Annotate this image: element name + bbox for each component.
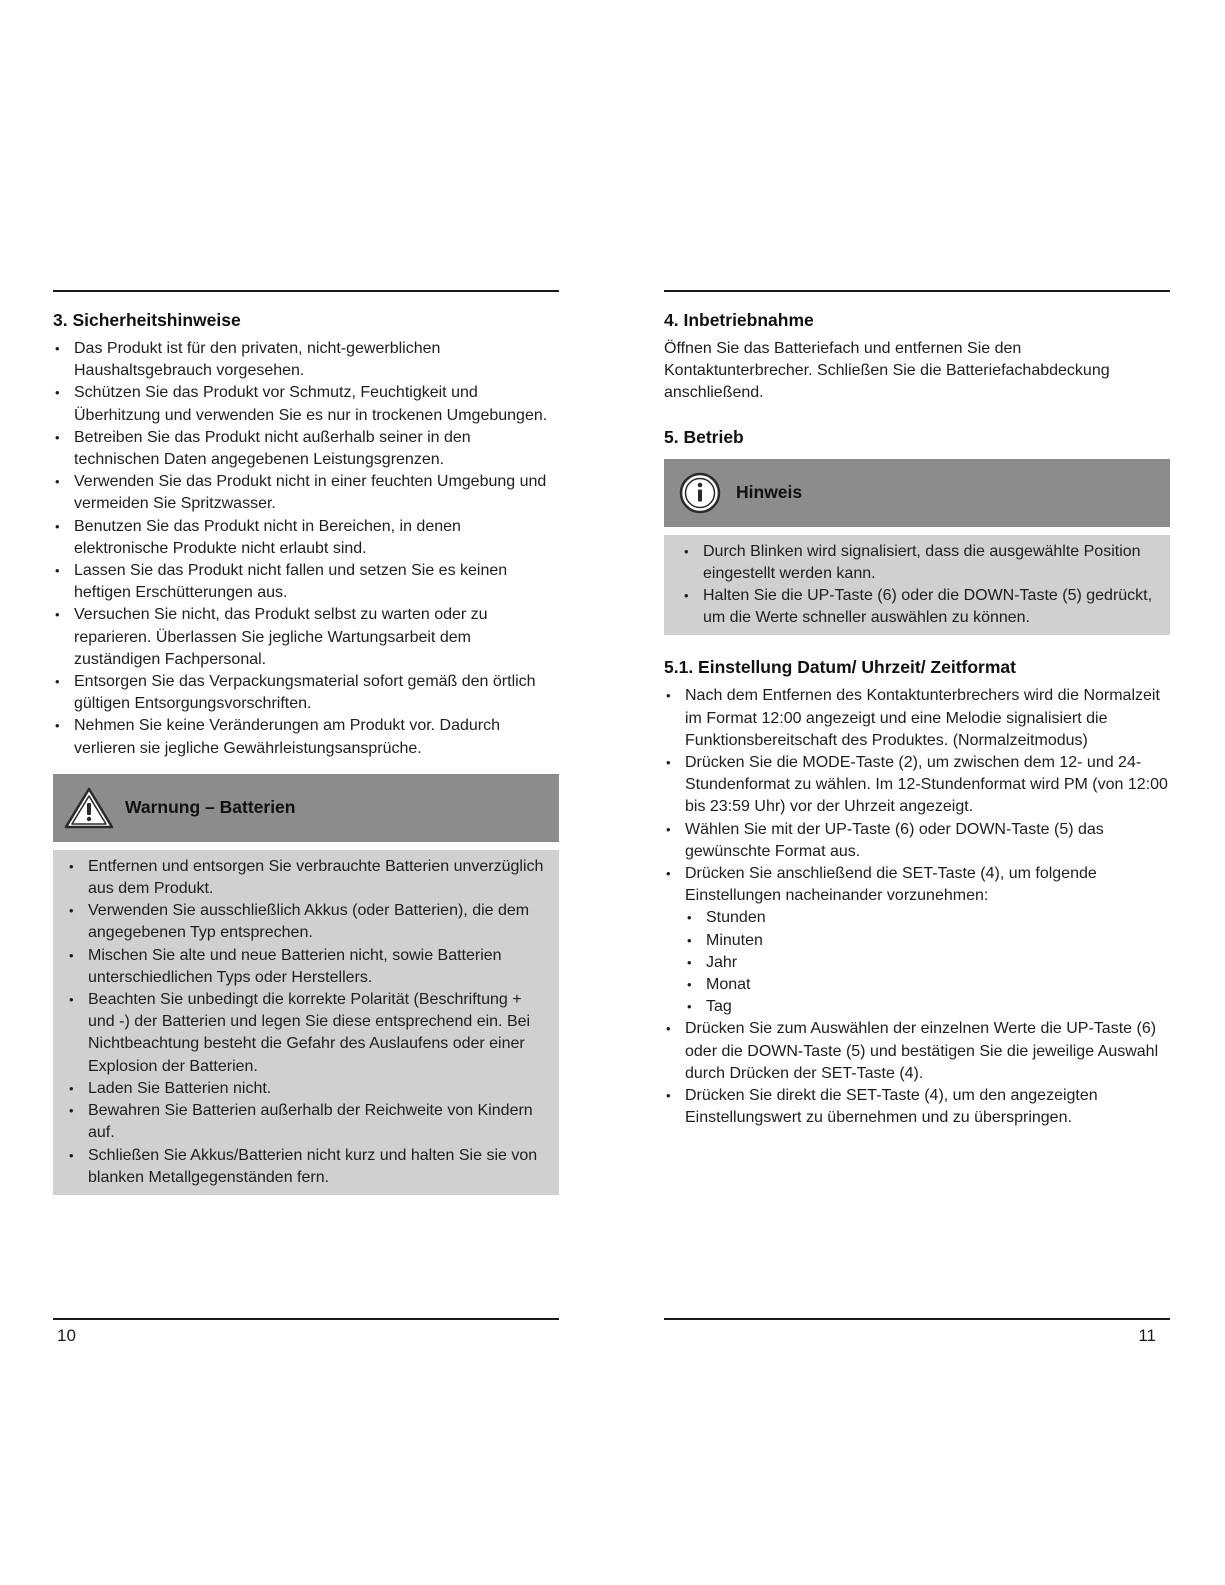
warning-triangle-icon: [53, 786, 125, 830]
list-item: • Lassen Sie das Produkt nicht fallen und setzen Sie es keinen heftigen Erschütterungen aus.: [53, 560, 559, 604]
warning-title: Warnung – Batterien: [125, 797, 296, 818]
list-item: • Entsorgen Sie das Verpackungsmaterial sofort gemäß den örtlich gültigen Entsorgungsvorschriften.: [53, 671, 559, 715]
page-number: 11: [1138, 1326, 1156, 1345]
list-item: • Entfernen und entsorgen Sie verbrauchte Batterien unverzüglich aus dem Produkt.: [67, 856, 549, 900]
list-item: • Halten Sie die UP-Taste (6) oder die DOWN-Taste (5) gedrückt, um die Werte schneller auswählen zu können.: [682, 585, 1160, 629]
list-item: • Drücken Sie zum Auswählen der einzelnen Werte die UP-Taste (6) oder die DOWN-Taste (5) und bestätigen Sie die jeweilige Auswahl durch Drücken der SET-Taste (4).: [664, 1018, 1170, 1085]
note-list: [682, 541, 1160, 630]
list-item: • Schützen Sie das Produkt vor Schmutz, Feuchtigkeit und Überhitzung und verwenden Sie es nur in trockenen Umgebungen.: [53, 382, 559, 426]
warning-banner: [53, 774, 559, 842]
note-banner: [664, 459, 1170, 527]
list-item: • Laden Sie Batterien nicht.: [67, 1078, 549, 1100]
list-item: • Das Produkt ist für den privaten, nicht-gewerblichen Haushaltsgebrauch vorgesehen.: [53, 338, 559, 382]
list-item: • Betreiben Sie das Produkt nicht außerhalb seiner in den technischen Daten angegebenen Leistungsgrenzen.: [53, 427, 559, 471]
list-item: • Versuchen Sie nicht, das Produkt selbst zu warten oder zu reparieren. Überlassen Sie jegliche Wartungsarbeit dem zuständigen Fachpersonal.: [53, 604, 559, 671]
right-content: [664, 308, 1170, 1129]
note-title: Hinweis: [736, 482, 803, 503]
list-item: • Durch Blinken wird signalisiert, dass die ausgewählte Position eingestellt werden kann.: [682, 541, 1160, 585]
top-rule: [664, 290, 1170, 292]
list-item: • Drücken Sie anschließend die SET-Taste (4), um folgende Einstellungen nacheinander vorzunehmen:: [664, 863, 1170, 907]
top-rule: [53, 290, 559, 292]
list-item: • Mischen Sie alte und neue Batterien nicht, sowie Batterien unterschiedlichen Typs oder Herstellers.: [67, 945, 549, 989]
bottom-rule: [53, 1318, 559, 1320]
datetime-list: [664, 685, 1170, 907]
section-heading-operation: 5. Betrieb: [664, 426, 744, 447]
safety-list: [53, 338, 559, 760]
list-item: • Benutzen Sie das Produkt nicht in Bereichen, in denen elektronische Produkte nicht erlaubt sind.: [53, 516, 559, 560]
list-item: • Nehmen Sie keine Veränderungen am Produkt vor. Dadurch verlieren sie jegliche Gewährleistungsansprüche.: [53, 715, 559, 759]
list-item: • Verwenden Sie ausschließlich Akkus (oder Batterien), die dem angegebenen Typ entsprechen.: [67, 900, 549, 944]
list-item: • Bewahren Sie Batterien außerhalb der Reichweite von Kindern auf.: [67, 1100, 549, 1144]
section-heading-datetime: 5.1. Einstellung Datum/ Uhrzeit/ Zeitformat: [664, 657, 1016, 678]
info-circle-icon: [664, 471, 736, 515]
bottom-rule: [664, 1318, 1170, 1320]
list-item: • Wählen Sie mit der UP-Taste (6) oder DOWN-Taste (5) das gewünschte Format aus.: [664, 819, 1170, 863]
list-item: • Schließen Sie Akkus/Batterien nicht kurz und halten Sie sie von blanken Metallgegenständen fern.: [67, 1145, 549, 1189]
list-item: • Stunden: [685, 907, 1170, 929]
settings-sublist: [685, 907, 1170, 1018]
note-box: [664, 535, 1170, 636]
list-item: • Verwenden Sie das Produkt nicht in einer feuchten Umgebung und vermeiden Sie Spritzwasser.: [53, 471, 559, 515]
left-content: [53, 308, 559, 1195]
list-item: • Drücken Sie die MODE-Taste (2), um zwischen dem 12- und 24-Stundenformat zu wählen. Im 12-Stundenformat wird PM (von 12:00 bis 23:59 Uhr) vor der Uhrzeit angezeigt.: [664, 752, 1170, 819]
datetime-list-continued: [664, 1018, 1170, 1129]
list-item: • Nach dem Entfernen des Kontaktunterbrechers wird die Normalzeit im Format 12:00 angezeigt und eine Melodie signalisiert die Funktionsbereitschaft des Produktes. (Normalzeitmodus): [664, 685, 1170, 752]
section-heading-setup: 4. Inbetriebnahme: [664, 310, 814, 330]
list-item: • Jahr: [685, 952, 1170, 974]
list-item: • Beachten Sie unbedingt die korrekte Polarität (Beschriftung + und -) der Batterien und legen Sie diese entsprechend ein. Bei Nichtbeachtung besteht die Gefahr des Auslaufens oder einer Explosion der Batterien.: [67, 989, 549, 1078]
warning-box: [53, 850, 559, 1195]
list-item: • Tag: [685, 996, 1170, 1018]
page-number: 10: [57, 1326, 76, 1345]
list-item: • Minuten: [685, 930, 1170, 952]
section-heading-safety: 3. Sicherheitshinweise: [53, 310, 241, 330]
list-item: • Monat: [685, 974, 1170, 996]
list-item: • Drücken Sie direkt die SET-Taste (4), um den angezeigten Einstellungswert zu übernehmen und zu überspringen.: [664, 1085, 1170, 1129]
battery-warning-list: [67, 856, 549, 1189]
setup-text: Öffnen Sie das Batteriefach und entfernen Sie den Kontaktunterbrecher. Schließen Sie die Batteriefachabdeckung anschließend.: [664, 340, 1110, 402]
